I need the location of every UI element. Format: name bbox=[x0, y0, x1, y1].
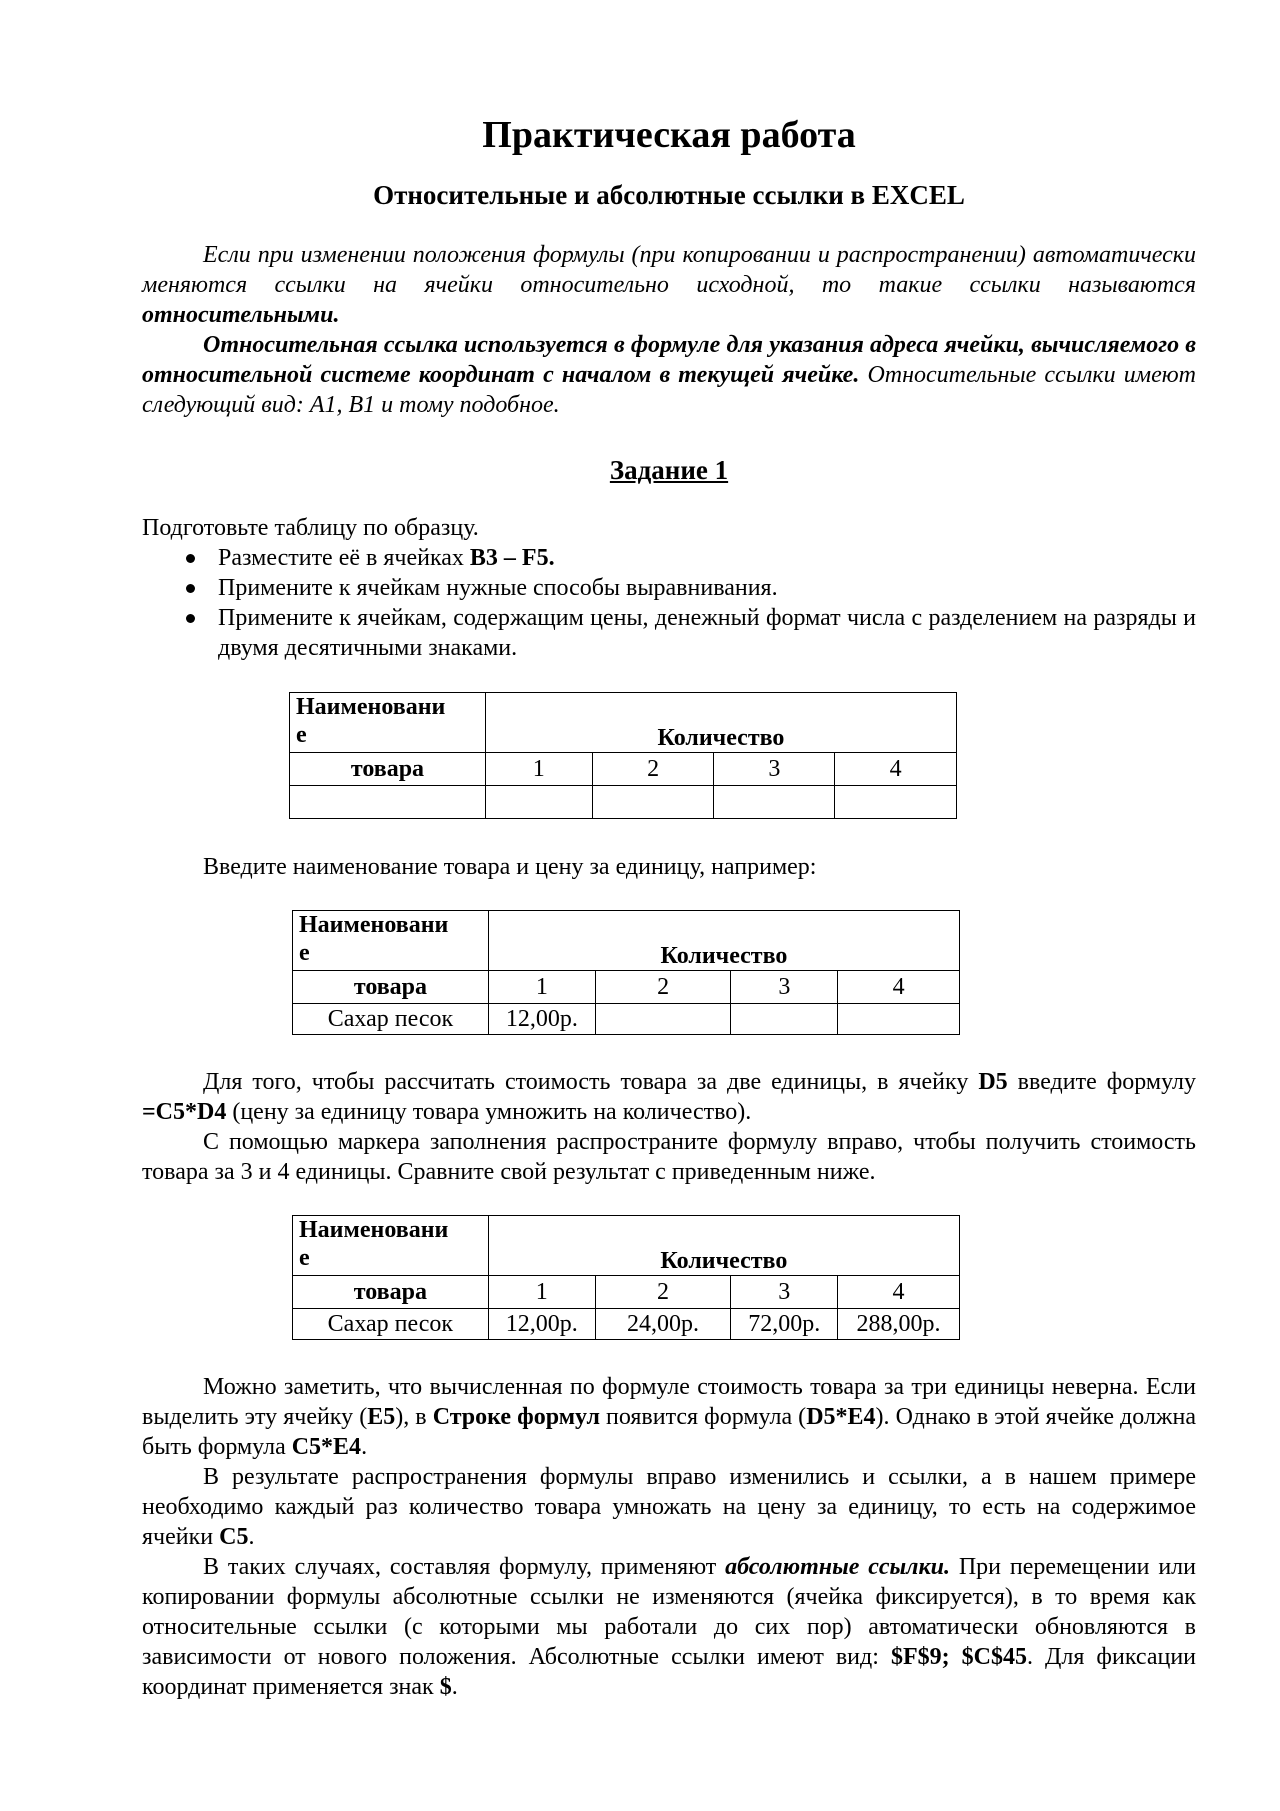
result-table bbox=[292, 1215, 960, 1340]
header-goods-cell: товара bbox=[293, 971, 489, 1004]
table-cell bbox=[835, 786, 957, 819]
prepare-text: Подготовьте таблицу по образцу. bbox=[142, 515, 479, 541]
quantity-cell: 4 bbox=[838, 1276, 960, 1309]
header-name-cell: Наименовани е bbox=[293, 1216, 489, 1276]
table-cell bbox=[838, 1004, 960, 1035]
table-row bbox=[293, 1004, 960, 1035]
sample-table-1 bbox=[289, 692, 957, 819]
quantity-cell: 4 bbox=[835, 753, 957, 786]
quantity-cell: 1 bbox=[488, 1276, 595, 1309]
header-name-cell: Наименовани е bbox=[293, 911, 489, 971]
list-item: Примените к ячейкам нужные способы выравнивания. bbox=[142, 573, 1196, 603]
list-item: Примените к ячейкам, содержащим цены, денежный формат числа с разделением на разряды и двумя десятичными знаками. bbox=[142, 603, 1196, 663]
header-goods-cell: товара bbox=[290, 753, 486, 786]
quantity-cell: 3 bbox=[731, 1276, 838, 1309]
table-cell bbox=[714, 786, 835, 819]
quantity-cell: 3 bbox=[731, 971, 838, 1004]
intro-paragraph-1: Если при изменении положения формулы (при копировании и распространении) автоматически меняются ссылки на ячейки относительно исходной, то такие ссылки называются относительными. bbox=[142, 242, 1196, 328]
sample-table-2 bbox=[292, 910, 960, 1035]
header-quantity-cell: Количество bbox=[488, 1216, 959, 1276]
header-goods-cell: товара bbox=[293, 1276, 489, 1309]
table-cell bbox=[485, 786, 592, 819]
table-cell bbox=[592, 786, 714, 819]
quantity-cell: 4 bbox=[838, 971, 960, 1004]
quantity-cell: 3 bbox=[714, 753, 835, 786]
header-name-cell: Наименовани е bbox=[290, 693, 486, 753]
table-cell bbox=[290, 786, 486, 819]
table-cell: 72,00р. bbox=[731, 1309, 838, 1340]
quantity-cell: 1 bbox=[485, 753, 592, 786]
bullet-icon bbox=[186, 554, 195, 563]
list-item: Разместите её в ячейках В3 – F5. bbox=[142, 543, 1196, 573]
quantity-cell: 1 bbox=[488, 971, 595, 1004]
quantity-cell: 2 bbox=[595, 971, 731, 1004]
bullet-icon bbox=[186, 614, 195, 623]
header-quantity-cell: Количество bbox=[488, 911, 959, 971]
header-quantity-cell: Количество bbox=[485, 693, 956, 753]
table-cell: Сахар песок bbox=[293, 1004, 489, 1035]
calc-paragraph-1: Для того, чтобы рассчитать стоимость товара за две единицы, в ячейку D5 введите формулу =C5*D4 (цену за единицу товара умножить на количество). bbox=[142, 1069, 1197, 1125]
page-subtitle: Относительные и абсолютные ссылки в EXCEL bbox=[373, 180, 965, 210]
task-heading: Задание 1 bbox=[609, 455, 729, 485]
table-cell: Сахар песок bbox=[293, 1309, 489, 1340]
table-cell bbox=[595, 1004, 731, 1035]
result-paragraph: В результате распространения формулы вправо изменились и ссылки, а в нашем примере необходимо каждый раз количество товара умножать на цену за единицу, то есть на содержимое ячейки C5. bbox=[142, 1464, 1196, 1550]
table-cell: 12,00р. bbox=[488, 1004, 595, 1035]
enter-text: Введите наименование товара и цену за единицу, например: bbox=[203, 854, 817, 880]
absolute-paragraph: В таких случаях, составляя формулу, применяют абсолютные ссылки. При перемещении или копировании формулы абсолютные ссылки не изменяются (ячейка фиксируется), в то время как относительные ссылки (с которыми мы работали до сих пор) автоматически обновляются в зависимости от нового положения. Абсолютные ссылки имеют вид: $F$9; $C$45. Для фиксации координат применяется знак $. bbox=[142, 1554, 1197, 1700]
table-cell: 12,00р. bbox=[488, 1309, 595, 1340]
instruction-list bbox=[142, 543, 1196, 663]
table-cell: 24,00р. bbox=[595, 1309, 731, 1340]
notice-paragraph: Можно заметить, что вычисленная по формуле стоимость товара за три единицы неверна. Если выделить эту ячейку (E5), в Строке формул появится формула (D5*E4). Однако в этой ячейке должна быть формула C5*E4. bbox=[142, 1374, 1197, 1460]
calc-paragraph-2: С помощью маркера заполнения распространите формулу вправо, чтобы получить стоимость товара за 3 и 4 единицы. Сравните свой результат с приведенным ниже. bbox=[142, 1129, 1196, 1185]
table-row bbox=[293, 1309, 960, 1340]
bullet-icon bbox=[186, 584, 195, 593]
table-cell: 288,00р. bbox=[838, 1309, 960, 1340]
intro-paragraph-2: Относительная ссылка используется в формуле для указания адреса ячейки, вычисляемого в относительной системе координат с началом в текущей ячейке. Относительные ссылки имеют следующий вид: А1, В1 и тому подобное. bbox=[142, 332, 1197, 418]
quantity-cell: 2 bbox=[595, 1276, 731, 1309]
table-cell bbox=[731, 1004, 838, 1035]
quantity-cell: 2 bbox=[592, 753, 714, 786]
page-title: Практическая работа bbox=[482, 114, 856, 156]
